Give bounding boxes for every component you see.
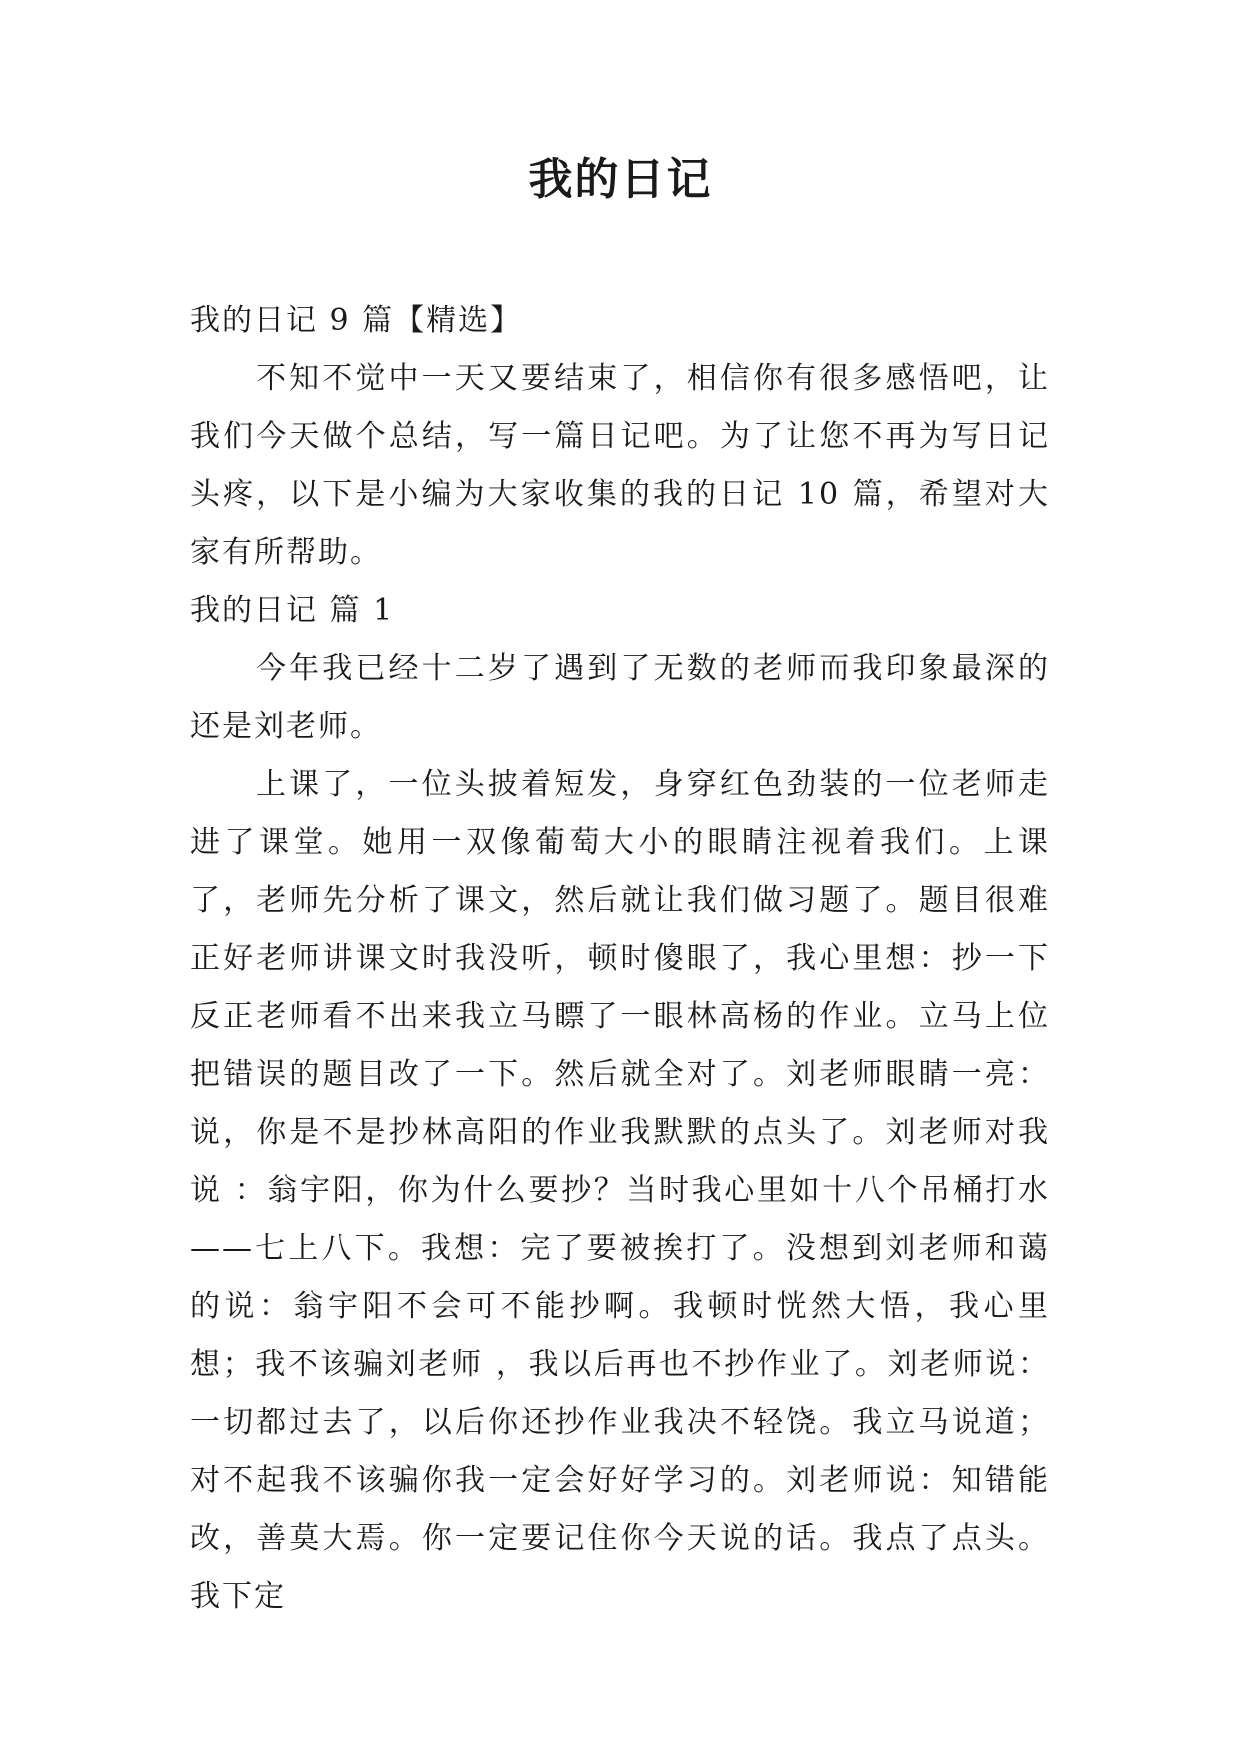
body-paragraph-2: 上课了，一位头披着短发，身穿红色劲装的一位老师走进了课堂。她用一双像葡萄大小的眼睛注视着我们。上课了，老师先分析了课文，然后就让我们做习题了。题目很难正好老师讲课文时我没听，顿时傻眼了，我心里想：抄一下反正老师看不出来我立马瞟了一眼林高杨的作业。立马上位把错误的题目改了一下。然后就全对了。刘老师眼睛一亮：说，你是不是抄林高阳的作业我默默的点头了。刘老师对我说 ：翁宇阳，你为什么要抄？当时我心里如十八个吊桶打水——七上八下。我想：完了要被挨打了。没想到刘老师和蔼的说：翁宇阳不会可不能抄啊。我顿时恍然大悟，我心里想；我不该骗刘老师 ，我以后再也不抄作业了。刘老师说：一切都过去了，以后你还抄作业我决不轻饶。我立马说道；对不起我不该骗你我一定会好好学习的。刘老师说：知错能改，善莫大焉。你一定要记住你今天说的话。我点了点头。我下定	[190, 767, 1050, 1614]
section-heading: 我的日记 篇 1	[190, 593, 395, 628]
body-paragraph-1: 今年我已经十二岁了遇到了无数的老师而我印象最深的还是刘老师。	[190, 651, 1050, 744]
document-subtitle: 我的日记 9 篇【精选】	[190, 303, 523, 338]
document-body	[190, 292, 1050, 1626]
intro-paragraph: 不知不觉中一天又要结束了，相信你有很多感悟吧，让我们今天做个总结，写一篇日记吧。为了让您不再为写日记头疼，以下是小编为大家收集的我的日记 10 篇，希望对大家有所帮助。	[190, 361, 1050, 570]
document-title: 我的日记	[528, 154, 713, 205]
